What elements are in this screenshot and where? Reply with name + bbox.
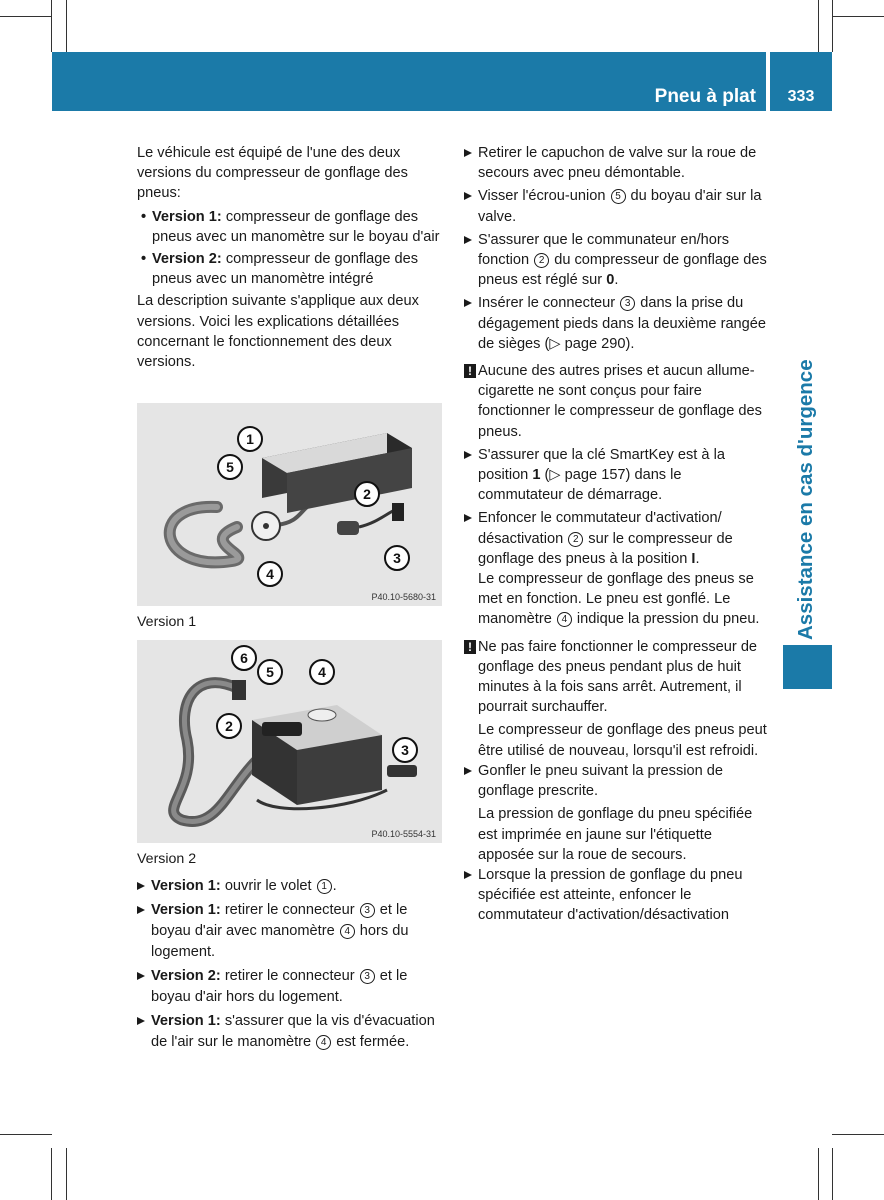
figure-caption: Version 1 (137, 614, 197, 630)
list-item (464, 186, 770, 226)
callout-5: 5 (217, 454, 243, 480)
ref-number: 1 (317, 879, 332, 894)
list-item (464, 761, 770, 801)
crop-mark (832, 1134, 884, 1135)
callout-3: 3 (392, 737, 418, 763)
intro-paragraph: Le véhicule est équipé de l'une des deux versions du compresseur de gonflage des pneus: (137, 145, 408, 202)
callout-5: 5 (257, 659, 283, 685)
step-text: du boyau d'air sur la valve. (478, 188, 762, 225)
list-item (464, 508, 770, 629)
ref-number: 3 (620, 296, 635, 311)
ref-number: 4 (316, 1035, 331, 1050)
key-position: 1 (532, 467, 541, 484)
ref-number: 2 (534, 253, 549, 268)
bullet-text: compresseur de gonflage des pneus avec un manomètre sur le boyau d'air (152, 208, 440, 245)
step-text: et le boyau d'air avec manomètre (151, 902, 408, 939)
crop-mark (832, 16, 884, 17)
step-text: indique la pression du pneu. (572, 611, 760, 628)
list-item (464, 445, 770, 506)
list-item (464, 865, 770, 926)
step-text: S'assurer que la clé SmartKey est à la position (478, 446, 725, 484)
note-paragraph: Le compresseur de gonflage des pneus peut être utilisé de nouveau, lorsqu'il est refroidi. (478, 722, 767, 759)
crop-mark (66, 0, 67, 52)
crop-mark (51, 0, 52, 52)
ref-number: 3 (360, 903, 375, 918)
crop-mark (832, 0, 833, 52)
warning-text: Aucune des autres prises et aucun allume-cigarette ne sont conçus pour faire fonctionner le compresseur de gonflage des pneus. (478, 363, 762, 440)
step-text: . (332, 878, 337, 894)
warning-note (464, 637, 770, 718)
step-text: s'assurer que la vis d'évacuation de l'air sur le manomètre (151, 1013, 435, 1050)
step-text: . (614, 272, 619, 289)
step-text: retirer le connecteur (220, 968, 359, 984)
step-text: du compresseur de gonflage des pneus est réglé sur (478, 252, 767, 289)
page-number: 333 (787, 88, 815, 105)
left-steps (137, 876, 442, 1056)
list-item (137, 1011, 442, 1053)
warning-icon: ! (464, 640, 476, 654)
figure-version-1 (137, 403, 442, 606)
switch-position: I (691, 550, 696, 567)
crop-mark (832, 1148, 833, 1200)
list-item (137, 207, 442, 247)
step-text: Visser l'écrou-union (478, 188, 610, 205)
list-item (464, 230, 770, 291)
step-text: sur le compresseur de gonflage des pneus à la position (478, 530, 733, 567)
crop-mark (818, 1148, 819, 1200)
step-text: Gonfler le pneu suivant la pression de gonflage prescrite. (478, 762, 724, 800)
crop-mark (0, 1134, 52, 1135)
step-text: Lorsque la pression de gonflage du pneu spécifiée est atteinte, enfoncer le commutateur d'activation/désactivation (478, 866, 743, 924)
step-text: retirer le connecteur (220, 902, 359, 918)
step-text: Retirer le capuchon de valve sur la roue de secours avec pneu démontable. (478, 145, 757, 182)
left-column (137, 143, 442, 372)
warning-text: Ne pas faire fonctionner le compresseur de gonflage des pneus pendant plus de huit minutes à la fois sans arrêt. Autrement, il pourrait surchauffer. (478, 638, 758, 716)
step-text: dans la prise du dégagement pieds dans la deuxième rangée de sièges (▷ page 290). (478, 295, 767, 352)
setting-value: 0 (606, 272, 615, 289)
step-text: Enfoncer le commutateur d'activation/ désactivation (478, 510, 722, 547)
figure-code: P40.10-5680-31 (371, 592, 436, 602)
list-item (137, 900, 442, 963)
right-column (464, 143, 770, 929)
callout-4: 4 (309, 659, 335, 685)
version-label: Version 1: (151, 878, 221, 894)
step-text: . (695, 550, 700, 567)
list-item (137, 876, 442, 897)
callout-2: 2 (354, 481, 380, 507)
section-side-label: Assistance en cas d'urgence (794, 359, 817, 640)
version-label: Version 1: (151, 902, 221, 918)
step-text: et le boyau d'air hors du logement. (151, 968, 408, 1005)
list-item (137, 966, 442, 1008)
description-paragraph: La description suivante s'applique aux deux versions. Voici les explications détaillées concernant le fonctionnement des deux versions. (137, 293, 419, 371)
callout-1: 1 (237, 426, 263, 452)
step-text: est fermée. (332, 1034, 410, 1050)
crop-mark (66, 1148, 67, 1200)
crop-mark (818, 0, 819, 52)
bullet-text: compresseur de gonflage des pneus avec un manomètre intégré (152, 251, 419, 288)
ref-number: 4 (340, 924, 355, 939)
warning-note (464, 361, 770, 442)
callout-4: 4 (257, 561, 283, 587)
list-item (464, 143, 770, 183)
figure-version-2 (137, 640, 442, 843)
ref-number: 5 (611, 189, 626, 204)
callout-2: 2 (216, 713, 242, 739)
list-item (137, 249, 442, 289)
note-paragraph: La pression de gonflage du pneu spécifiée est imprimée en jaune sur l'étiquette apposée sur la roue de secours. (478, 806, 753, 863)
warning-icon: ! (464, 364, 476, 378)
step-text: Insérer le connecteur (478, 295, 620, 312)
callout-6: 6 (231, 645, 257, 671)
step-text: ouvrir le volet (220, 878, 316, 894)
ref-number: 3 (360, 969, 375, 984)
page-title: Pneu à plat (654, 86, 756, 107)
figure-caption: Version 2 (137, 851, 197, 867)
step-text: hors du logement. (151, 923, 409, 960)
version-label: Version 1: (152, 208, 222, 225)
version-label: Version 1: (151, 1013, 221, 1029)
version-label: Version 2: (152, 251, 222, 268)
step-text: (▷ page 157) dans le commutateur de démarrage. (478, 467, 682, 504)
section-tab-block (783, 645, 832, 689)
version-label: Version 2: (151, 968, 221, 984)
ref-number: 4 (557, 612, 572, 627)
step-text: Le compresseur de gonflage des pneus se met en fonction. Le pneu est gonflé. Le manomètre (478, 571, 754, 628)
callout-3: 3 (384, 545, 410, 571)
list-item (464, 293, 770, 354)
compressor-v1-illustration (137, 403, 442, 606)
figure-code: P40.10-5554-31 (371, 829, 436, 839)
ref-number: 2 (568, 532, 583, 547)
crop-mark (51, 1148, 52, 1200)
crop-mark (0, 16, 52, 17)
step-text: S'assurer que le communateur en/hors fonction (478, 231, 730, 269)
